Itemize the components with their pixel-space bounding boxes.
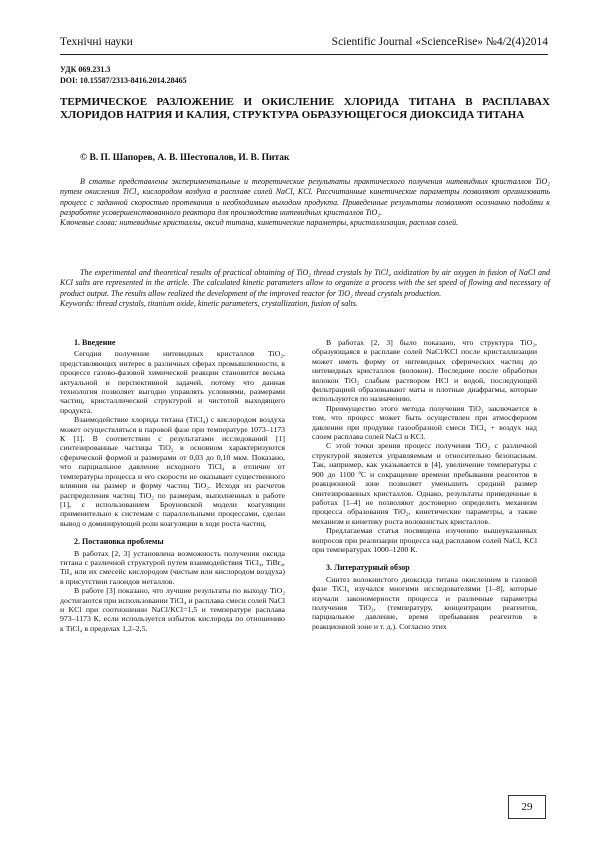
running-header — [60, 34, 548, 55]
paragraph: В работах [2, 3] установлена возможность получения оксида титана с различной структурой путем взаимодействия TiCl₄, TiBr₄, TiI₄ или их смесейс кислородом (чистым или кислородом воздуха) в присутствии галоидов металлов. — [60, 548, 285, 586]
abstract-russian — [60, 177, 550, 228]
paragraph: С этой точки зрения процесс получения TiO₂ с различной структурой является управляемым и относительно безопасным. Так, например, как указывается в [4], увеличение температуры с 900 до 1100 ºС и сокращение времени пребывания реагентов в реакционной зоне позволяет уменьшить средний размер синтезированных кристаллов. Однако, результаты приведенные в работах [1–4] не позволяют достоверно определить механизм процесса образования TiO₂, кинетические параметры, а также механизм и кинетику роста волокнистых кристаллов. — [312, 441, 537, 526]
header-journal-label: Scientific Journal «ScienceRise» №4/2(4)2014 — [331, 36, 548, 48]
paragraph: В работе [3] показано, что лучшие результаты по выходу TiO₂ достигаются при использовании TiCl₄ и расплава смеси солей NaCl и KCl при соотношении NaCl/KCl=1,5 и температуре расплава 973–1173 К, если используется избыток кислорода по отношению к TiCl₄ в пределах 1,2–2,5. — [60, 586, 285, 633]
paragraph: Преимущество этого метода получения TiO₂ заключается в том, что процесс может быть осуществлен при атмосферном давлении при продувке газообразной смеси TiCl₄ + воздух над слоем расплава солей NaCl и KCl. — [312, 403, 537, 442]
page-number: 29 — [508, 795, 546, 819]
keywords-en: Keywords: thread crystals, titanium oxide, kinetic parameters, crystallization, fusion of salts. — [60, 298, 358, 308]
abstract-en-text: The experimental and theoretical results of practical obtaining of TiO₂ thread crystals by TiCl₄ oxidization by air oxygen in fusion of NaCl and KCl salts are represented in the article. The calculated kinetic parameters allow to organize a process with the set speed of flowing and necessary of product output. The results allow realized the development of the improved reactor for TiO₂ thread crystals production. — [60, 268, 550, 298]
header-section-label: Технічні науки — [60, 36, 133, 48]
doi-link[interactable]: DOI: 10.15587/2313-8416.2014.28465 — [60, 76, 187, 85]
article-title: ТЕРМИЧЕСКОЕ РАЗЛОЖЕНИЕ И ОКИСЛЕНИЕ ХЛОРИДА ТИТАНА В РАСПЛАВАХ ХЛОРИДОВ НАТРИЯ И КАЛИЯ, СТРУКТУРА ОБРАЗУЮЩЕГОСЯ ДИОКСИДА ТИТАНА — [60, 96, 550, 121]
abstract-english — [60, 268, 550, 309]
paragraph: Сегодня получение нитевидных кристаллов TiO₂, представляющих интерес в различных сферах промышленности, в процессе газово-фазовой химической реакции становится весьма актуальной и перспективной задачей, потому что данная технология позволяет выгодно управлять условиями, размерами частиц, кристаллической структурой и чистотой выходящего продукта. — [60, 349, 285, 415]
section-heading-review: 3. Литературный обзор — [326, 563, 410, 573]
right-column — [312, 338, 537, 631]
article-authors: © В. П. Шапорев, А. В. Шестопалов, И. В. Питак — [80, 153, 290, 163]
abstract-ru-text: В статье представлены экспериментальные и теоретические результаты практического получения нитевидных кристаллов TiO₂ путем окисления TiCl₄ кислородом воздуха в расплаве солей NaCl, KCl. Рассчитанные кинетические параметры позволяют организовать процесс с заданной скоростью протекания и необходимым выходом продукта. Приведенные результаты позволяют осознанно подойти к разработке усовершенствованного реактора для производства нитевидных кристаллов TiO₂. — [60, 177, 550, 217]
paragraph: Предлагаемая статья посвящена изучению вышеуказанных вопросов при реализации процесса над расплавом солей NaCl, KCl при температурах 1000–1200 К. — [312, 526, 537, 554]
keywords-ru: Ключевые слова: нитевидные кристаллы, оксид титана, кинетические параметры, кристаллизация, расплав солей. — [60, 218, 459, 228]
article-meta — [60, 64, 187, 86]
paragraph: Синтез волокнистого диоксида титана окислением в газовой фазе TiCl₄ изучался многими исследователями [1–8], которые изучали закономерности процесса и различные параметры получения TiO₂, (температуру, концентрации реагентов, парциальное давление, время пребывания реагентов в реакционной зоне и т. д.). Согласно этих — [312, 574, 537, 631]
section-heading-intro: 1. Введение — [74, 338, 116, 347]
paragraph: Взаимодействие хлорида титана (TiCl₄) с кислородом воздуха может осуществляться в паровой фазе при температуре 1073–1173 К [1]. В соответствии с результатами исследований [1] синтезированные частицы TiO₂ в основном характеризуются сферической формой и размерами от 0,03 до 0,10 мкм. Показано, что парциальное давление исходного TiCl₄ в отличие от температуры процесса и его скорости не оказывает существенного влияния на размер и форму частиц TiO₂. Исходя из расчетов распределения частиц TiO₂ по размерам, выполненных в работе [1], с использованием Броуновской модели коагуляции применительно к системам с параллельными процессами, сделан вывод о доминирующей роли коагуляции в ходе роста частиц. — [60, 415, 285, 528]
section-heading-problem: 2. Постановка проблемы — [74, 537, 164, 547]
paragraph: В работах [2, 3] было показано, что структура TiO₂, образующаяся в расплаве солей NaCl/KCl после кристаллизации может иметь форму от нитевидных сферических частиц до нитевидных кристаллов (волокон). Последние после обработки волокон TiO₂ слабым раствором HCl и водой, последующей фильтрацией образовывают маты и плотные диафрагмы, которые используются по назначению. — [312, 338, 537, 404]
udk-code: УДК 069.231.3 — [60, 65, 111, 74]
left-column — [60, 338, 285, 633]
